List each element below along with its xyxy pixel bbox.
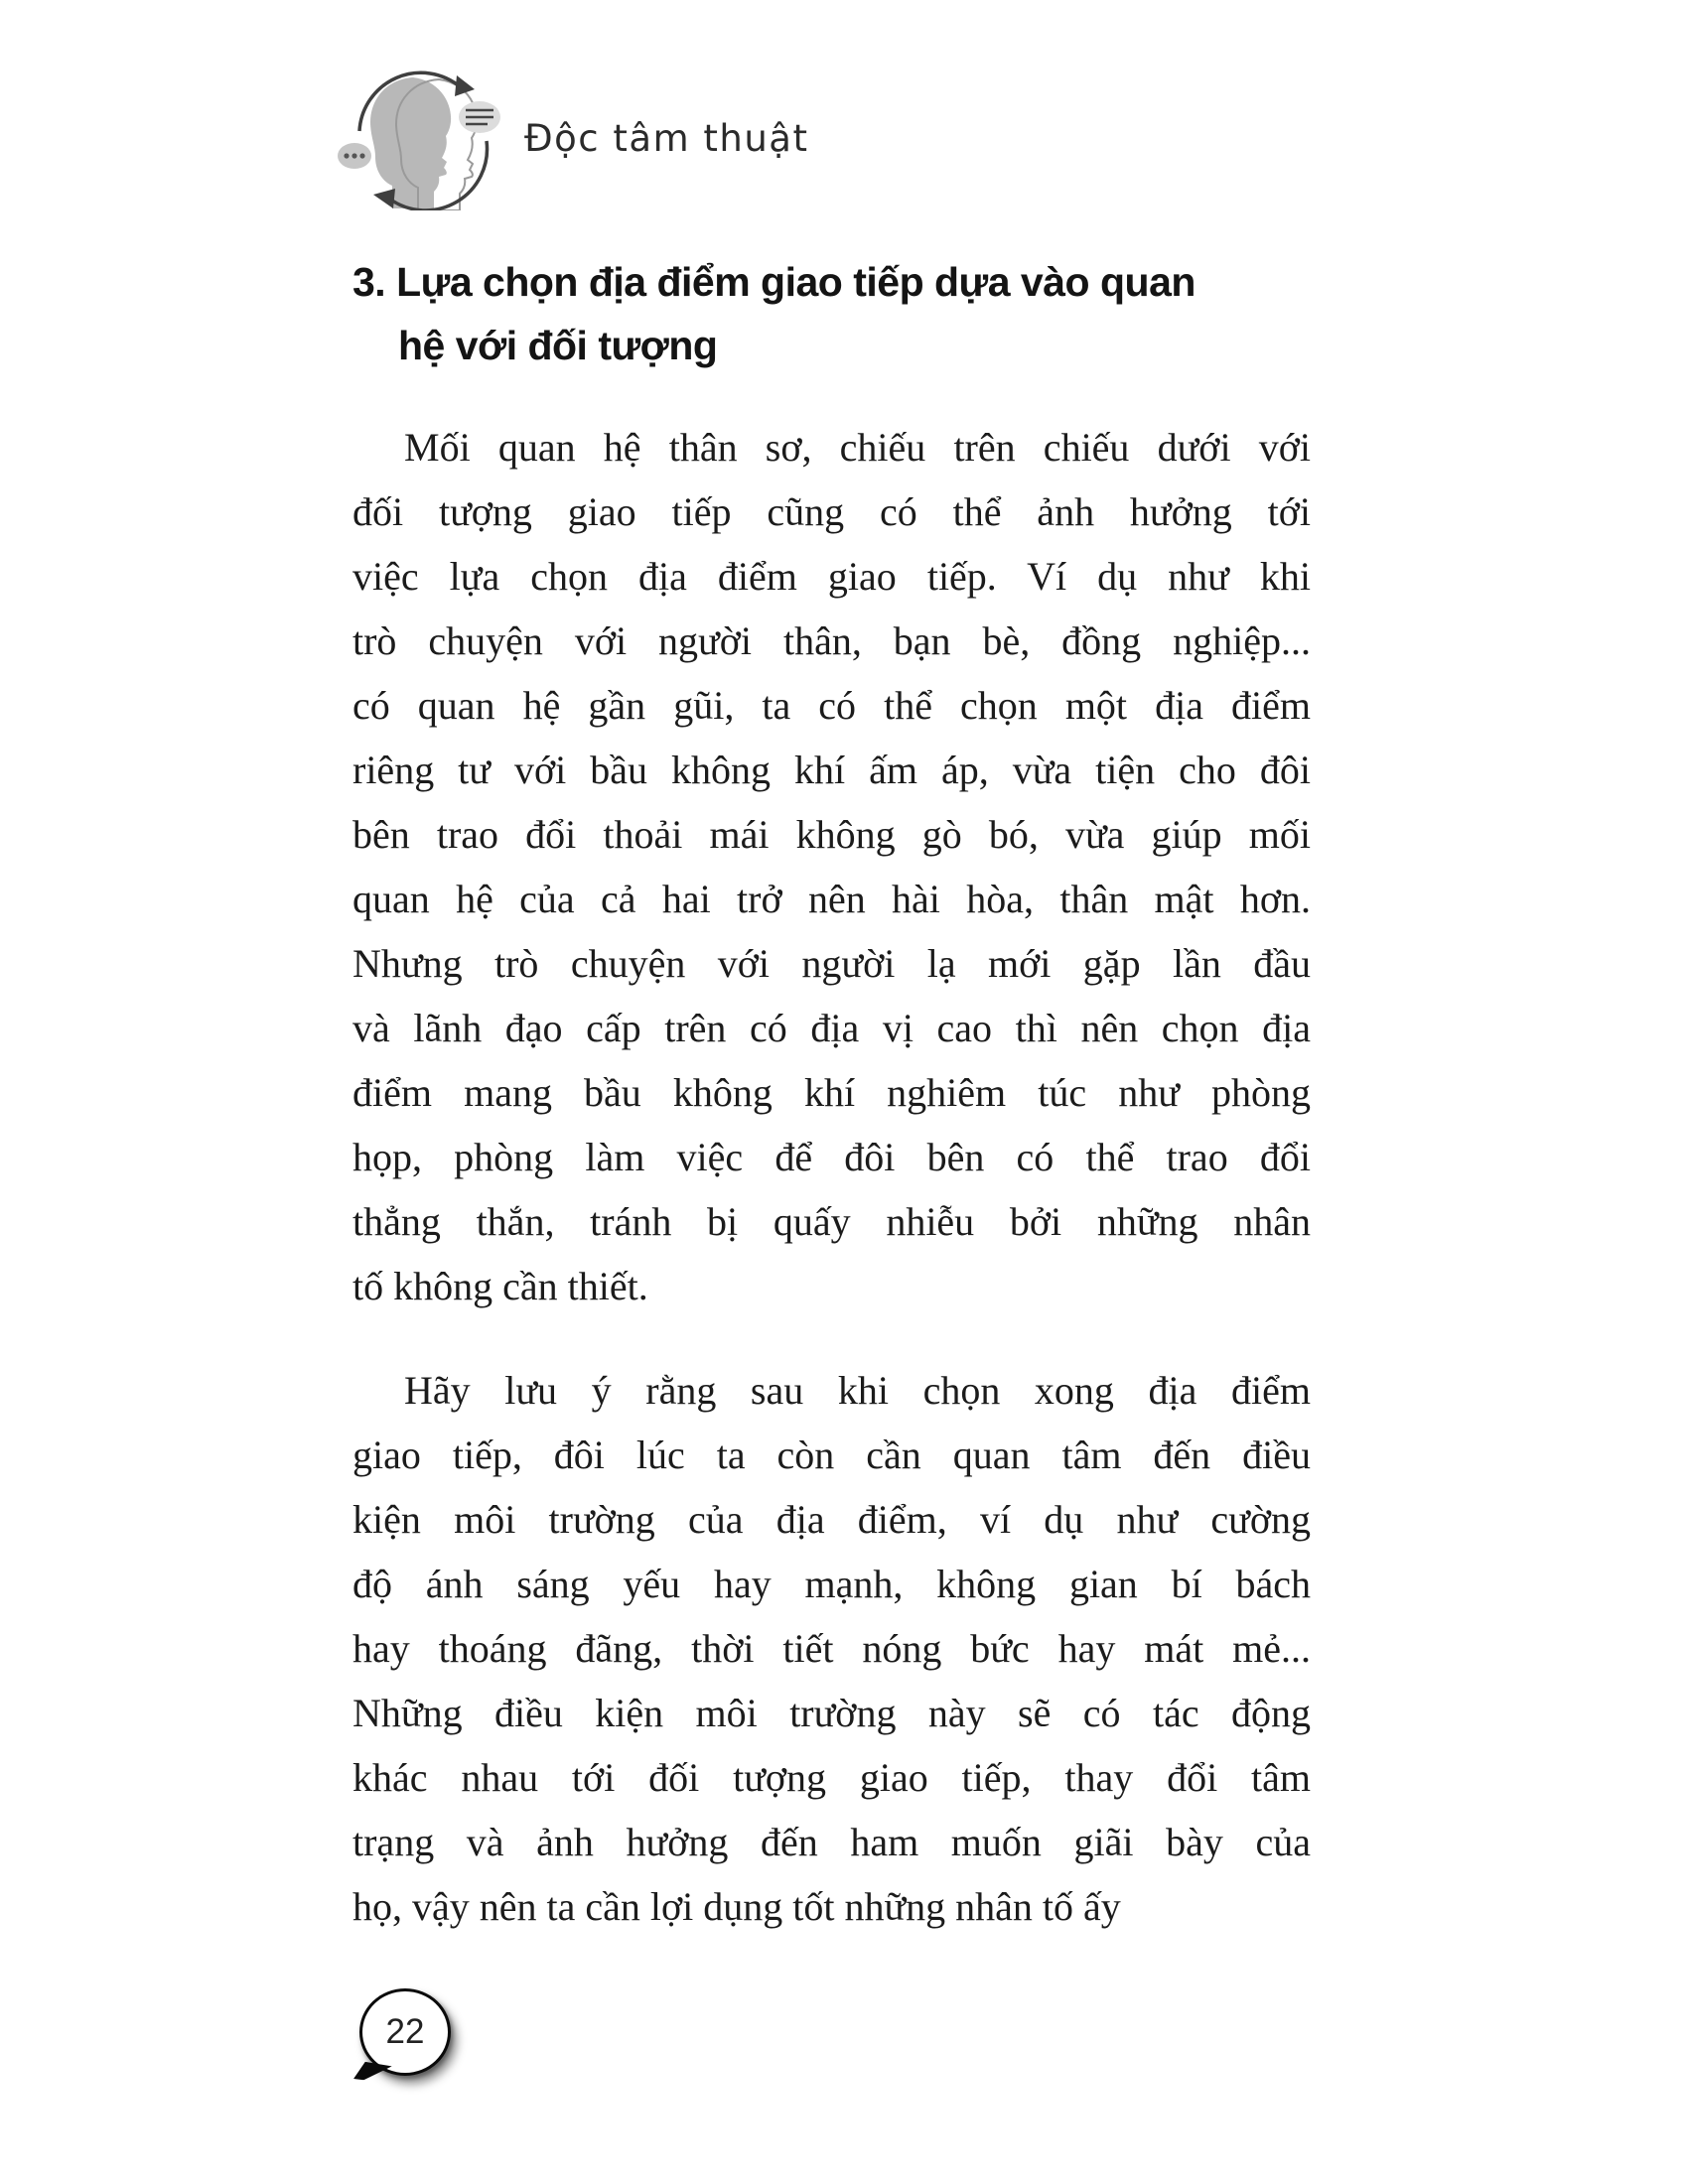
text-line: có quan hệ gần gũi, ta có thể chọn một địa điểm — [352, 683, 1311, 728]
text-line: Những điều kiện môi trường này sẽ có tác động — [352, 1691, 1311, 1735]
text-line: đối tượng giao tiếp cũng có thể ảnh hưởng tới — [352, 489, 1311, 534]
text-line: thẳng thắn, tránh bị quấy nhiễu bởi những nhân — [352, 1199, 1311, 1244]
arrow-head-bottom — [373, 189, 395, 208]
text-line: họp, phòng làm việc để đôi bên có thể trao đổi — [352, 1135, 1311, 1179]
text-line: Hãy lưu ý rằng sau khi chọn xong địa điểm — [404, 1368, 1311, 1413]
book-title: Độc tâm thuật — [524, 116, 809, 160]
text-line: Nhưng trò chuyện với người lạ mới gặp lần đầu — [352, 941, 1311, 986]
page-number-bubble — [359, 1988, 451, 2076]
text-line: họ, vậy nên ta cần lợi dụng tốt những nhân tố ấy — [352, 1884, 1121, 1929]
dot — [352, 153, 356, 158]
text-line: trạng và ảnh hưởng đến ham muốn giãi bày của — [352, 1820, 1311, 1864]
paragraph — [352, 415, 1311, 1318]
text-line: quan hệ của cả hai trở nên hài hòa, thân mật hơn. — [352, 877, 1311, 921]
heading-line: 3. Lựa chọn địa điểm giao tiếp dựa vào quan — [352, 259, 1196, 305]
text-line: giao tiếp, đôi lúc ta còn cần quan tâm đến điều — [352, 1433, 1311, 1477]
text-line: tố không cần thiết. — [352, 1264, 648, 1308]
text-line: điểm mang bầu không khí nghiêm túc như phòng — [352, 1070, 1311, 1115]
head-silhouette-filled — [370, 77, 451, 208]
dot — [344, 153, 349, 158]
section-heading — [352, 250, 1331, 377]
text-line: hay thoáng đãng, thời tiết nóng bức hay mát mẻ... — [352, 1626, 1311, 1671]
text-line: khác nhau tới đối tượng giao tiếp, thay đổi tâm — [352, 1755, 1311, 1800]
paragraph — [352, 1358, 1311, 1939]
heading-line: hệ với đối tượng — [398, 323, 718, 368]
dot — [359, 153, 364, 158]
mind-reading-heads-icon — [334, 60, 512, 210]
text-line: bên trao đổi thoải mái không gò bó, vừa giúp mối — [352, 812, 1311, 857]
text-line: và lãnh đạo cấp trên có địa vị cao thì nên chọn địa — [352, 1006, 1311, 1050]
text-line: riêng tư với bầu không khí ấm áp, vừa tiện cho đôi — [352, 748, 1311, 792]
text-line: trò chuyện với người thân, bạn bè, đồng nghiệp... — [352, 618, 1311, 663]
page-header — [334, 60, 809, 210]
text-line: độ ánh sáng yếu hay mạnh, không gian bí bách — [352, 1562, 1311, 1606]
body-text — [352, 415, 1311, 1939]
page-number: 22 — [385, 2012, 425, 2051]
arrow-head-top — [455, 75, 475, 96]
text-line: việc lựa chọn địa điểm giao tiếp. Ví dụ như khi — [352, 554, 1311, 599]
text-line: kiện môi trường của địa điểm, ví dụ như cường — [352, 1497, 1311, 1542]
text-line: Mối quan hệ thân sơ, chiếu trên chiếu dưới với — [404, 425, 1311, 470]
